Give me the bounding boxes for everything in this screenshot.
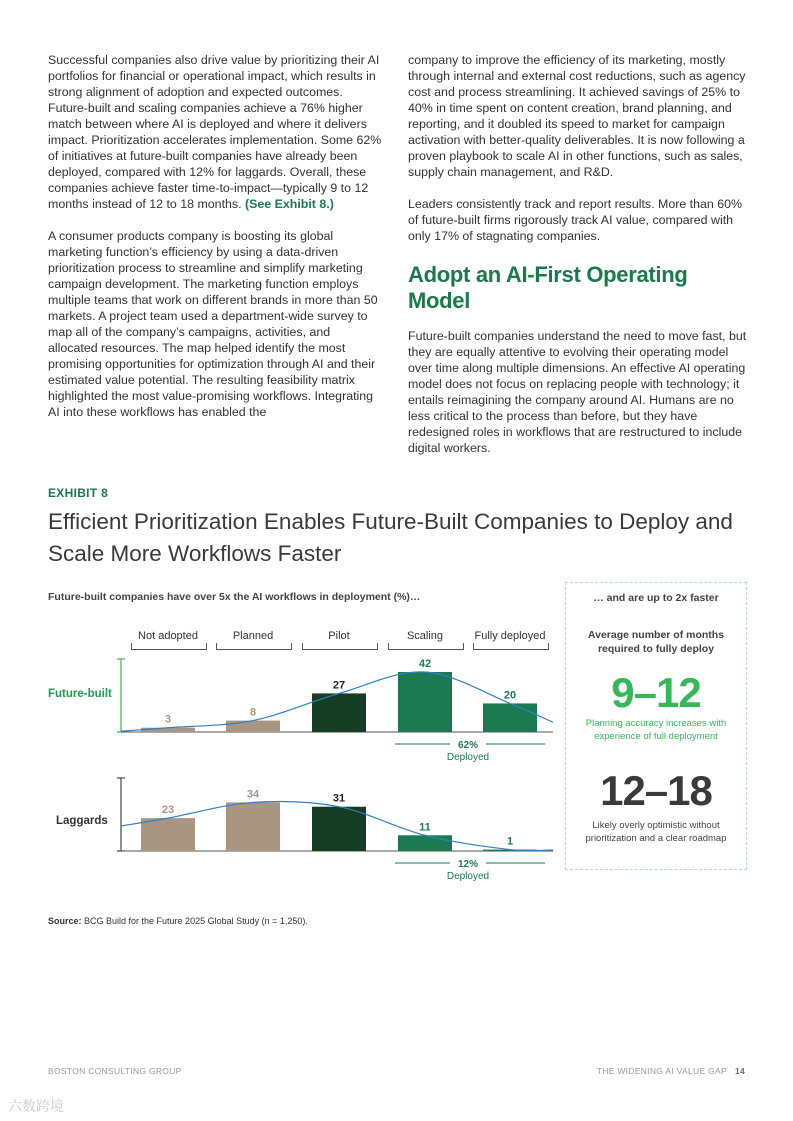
bar-value-label: 20 [503, 689, 517, 702]
bar-future-built-planned [226, 721, 280, 732]
deployed-percent: 12% [457, 859, 479, 870]
bar-future-built-fully-deployed [483, 703, 537, 732]
exhibit-reference-link[interactable]: (See Exhibit 8.) [245, 197, 334, 211]
bar-future-built-not-adopted [141, 728, 195, 732]
future-built-months: 9–12 [611, 669, 701, 716]
deployed-percent: 62% [457, 740, 479, 751]
section-heading: Adopt an AI-First Operating Model [408, 262, 688, 313]
bar-value-label: 8 [249, 706, 257, 719]
stage-label-scaling: Scaling [406, 630, 444, 642]
bar-value-label: 3 [164, 713, 172, 726]
row-label-laggards: Laggards [56, 815, 108, 827]
exhibit-label: EXHIBIT 8 [48, 486, 109, 500]
bar-value-label: 1 [506, 835, 514, 848]
footer-report: THE WIDENING AI VALUE GAP 14 [596, 1066, 745, 1076]
page-number: 14 [734, 1066, 745, 1076]
source-note: Source: BCG Build for the Future 2025 Global Study (n = 1,250). [48, 916, 308, 926]
paragraph-consumer-products: A consumer products company is boosting its global marketing function’s efficiency by using a data-driven prioritization process to streamline and simplify marketing campaign development. The marketing function employs multiple teams that work on different brands in more than 50 markets. A project team used a department-wide survey to map all of the company’s campaigns, activities, and allocated resources. The map helped identify the most promising opportunities for optimization through AI and their estimated value potential. The resulting feasibility matrix highlighted the most value-promising workflows. Integrating AI into these workflows has enabled the [48, 229, 378, 419]
row-label-future-built: Future-built [48, 688, 112, 700]
future-built-note: Planning accuracy increases with experience of full deployment [585, 718, 727, 742]
paragraph-operating-model: Future-built companies understand the need to move fast, but they are equally attentive to evolving their operating model over time along multiple dimensions. An effective AI operating model does not focus on replacing people with technology; it entails reimagining the company around AI. Humans are no less critical to the process than before, but they have redesigned roles in workflows that are restructured to include digital workers. [408, 329, 747, 455]
stage-label-fully-deployed: Fully deployed [474, 630, 546, 642]
paragraph-company-efficiency: company to improve the efficiency of its marketing, mostly through internal and external cost reductions, such as agency cost and process streamlining. It achieved savings of 25% to 40% in time spent on content creation, brand planning, and reporting, and it doubled its speed to market for campaign activation with better-quality deliverables. It is now following a proven playbook to scale AI in other functions, such as sales, supply chain management, and R&D. [408, 53, 746, 179]
panel-subtitle: … and are up to 2x faster [593, 592, 719, 604]
paragraph-leaders-track: Leaders consistently track and report results. More than 60% of future-built firms rigorously track AI value, compared with only 17% of stagnating companies. [408, 197, 743, 243]
stage-label-pilot: Pilot [328, 630, 350, 642]
watermark: 六数跨境 [8, 1098, 64, 1114]
chart-subtitle: Future-built companies have over 5x the AI workflows in deployment (%)… [48, 591, 421, 603]
laggards-months: 12–18 [600, 767, 712, 814]
bar-laggards-planned [226, 802, 280, 851]
footer-company: BOSTON CONSULTING GROUP [48, 1066, 182, 1076]
avg-months-label: Average number of months required to fully deploy [587, 629, 725, 655]
bar-laggards-pilot [312, 807, 366, 851]
bar-value-label: 42 [418, 658, 432, 670]
bar-future-built-scaling [398, 672, 452, 732]
bar-value-label: 34 [246, 788, 260, 801]
laggards-note: Likely overly optimistic without prioritization and a clear roadmap [585, 820, 727, 844]
deployed-label: Deployed [446, 871, 490, 882]
bar-value-label: 31 [332, 792, 346, 805]
bar-value-label: 11 [419, 821, 431, 834]
bar-value-label: 23 [161, 804, 175, 817]
exhibit-title: Efficient Prioritization Enables Future-Built Companies to Deploy and Scale More Workflows Faster [48, 509, 733, 566]
deployed-label: Deployed [446, 752, 490, 763]
bar-laggards-not-adopted [141, 818, 195, 851]
bar-value-label: 27 [332, 679, 346, 692]
stage-label-planned: Planned [232, 630, 274, 642]
bar-laggards-scaling [398, 835, 452, 851]
paragraph-prioritization: Successful companies also drive value by prioritizing their AI portfolios for financial or operational impact, which results in strong alignment of adoption and expected outcomes. Future-built and scaling companies achieve a 76% higher match between where AI is deployed and where it delivers impact. Prioritization accelerates implementation. Some 62% of initiatives at future-built companies have already been deployed, compared with 12% for laggards. Overall, these companies achieve faster time-to-impact—typically 9 to 12 months instead of 12 to 18 months. (See Exhibit 8.) [48, 53, 382, 211]
stage-label-not-adopted: Not adopted [138, 630, 198, 642]
time-to-deploy-panel [565, 582, 747, 870]
